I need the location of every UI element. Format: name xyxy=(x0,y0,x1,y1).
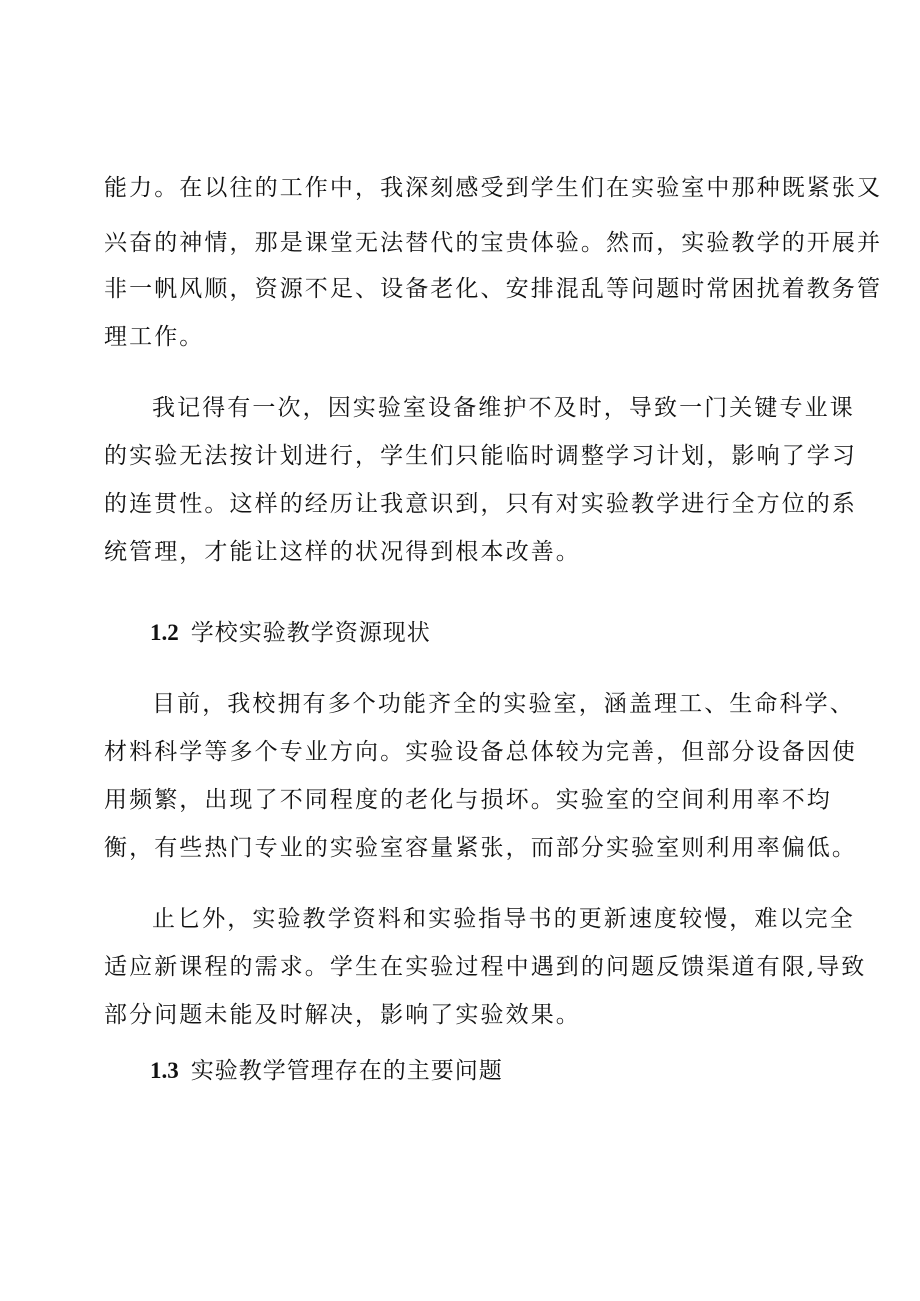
paragraph-2-line-1: 我记得有一次，因实验室设备维护不及时，导致一门关键专业课 xyxy=(152,395,855,421)
section-heading-1-3 xyxy=(150,1055,503,1087)
paragraph-2-line-3: 的连贯性。这样的经历让我意识到，只有对实验教学进行全方位的系 xyxy=(104,491,857,517)
paragraph-4-line-2: 适应新课程的需求。学生在实验过程中遇到的问题反馈渠道有限,导致 xyxy=(104,954,867,980)
section-number: 1.2 xyxy=(150,620,179,645)
paragraph-1-line-3: 非一帆风顺，资源不足、设备老化、安排混乱等问题时常困扰着教务管 xyxy=(104,276,883,302)
paragraph-4-line-3: 部分问题未能及时解决，影响了实验效果。 xyxy=(104,1002,581,1028)
paragraph-3-line-3: 用频繁，出现了不同程度的老化与损坏。实验室的空间利用率不均 xyxy=(104,787,832,813)
paragraph-3-line-1: 目前，我校拥有多个功能齐全的实验室，涵盖理工、生命科学、 xyxy=(152,691,855,717)
paragraph-3-line-4: 衡，有些热门专业的实验室容量紧张，而部分实验室则利用率偏低。 xyxy=(104,835,857,861)
paragraph-3-line-2: 材料科学等多个专业方向。实验设备总体较为完善，但部分设备因使 xyxy=(104,739,857,765)
section-title: 学校实验教学资源现状 xyxy=(190,620,431,646)
paragraph-2-line-4: 统管理，才能让这样的状况得到根本改善。 xyxy=(104,539,581,565)
paragraph-2-line-2: 的实验无法按计划进行，学生们只能临时调整学习计划，影响了学习 xyxy=(104,443,857,469)
section-heading-1-2 xyxy=(150,617,431,649)
paragraph-1-line-2: 兴奋的神情，那是课堂无法替代的宝贵体验。然而，实验教学的开展并 xyxy=(104,230,883,256)
paragraph-1-line-4: 理工作。 xyxy=(104,324,205,350)
paragraph-1-line-1: 能力。在以往的工作中，我深刻感受到学生们在实验室中那种既紧张又 xyxy=(104,175,883,201)
section-number: 1.3 xyxy=(150,1058,179,1083)
paragraph-4-line-1: 止匕外，实验教学资料和实验指导书的更新速度较慢，难以完全 xyxy=(152,906,855,932)
section-title: 实验教学管理存在的主要问题 xyxy=(190,1058,503,1084)
